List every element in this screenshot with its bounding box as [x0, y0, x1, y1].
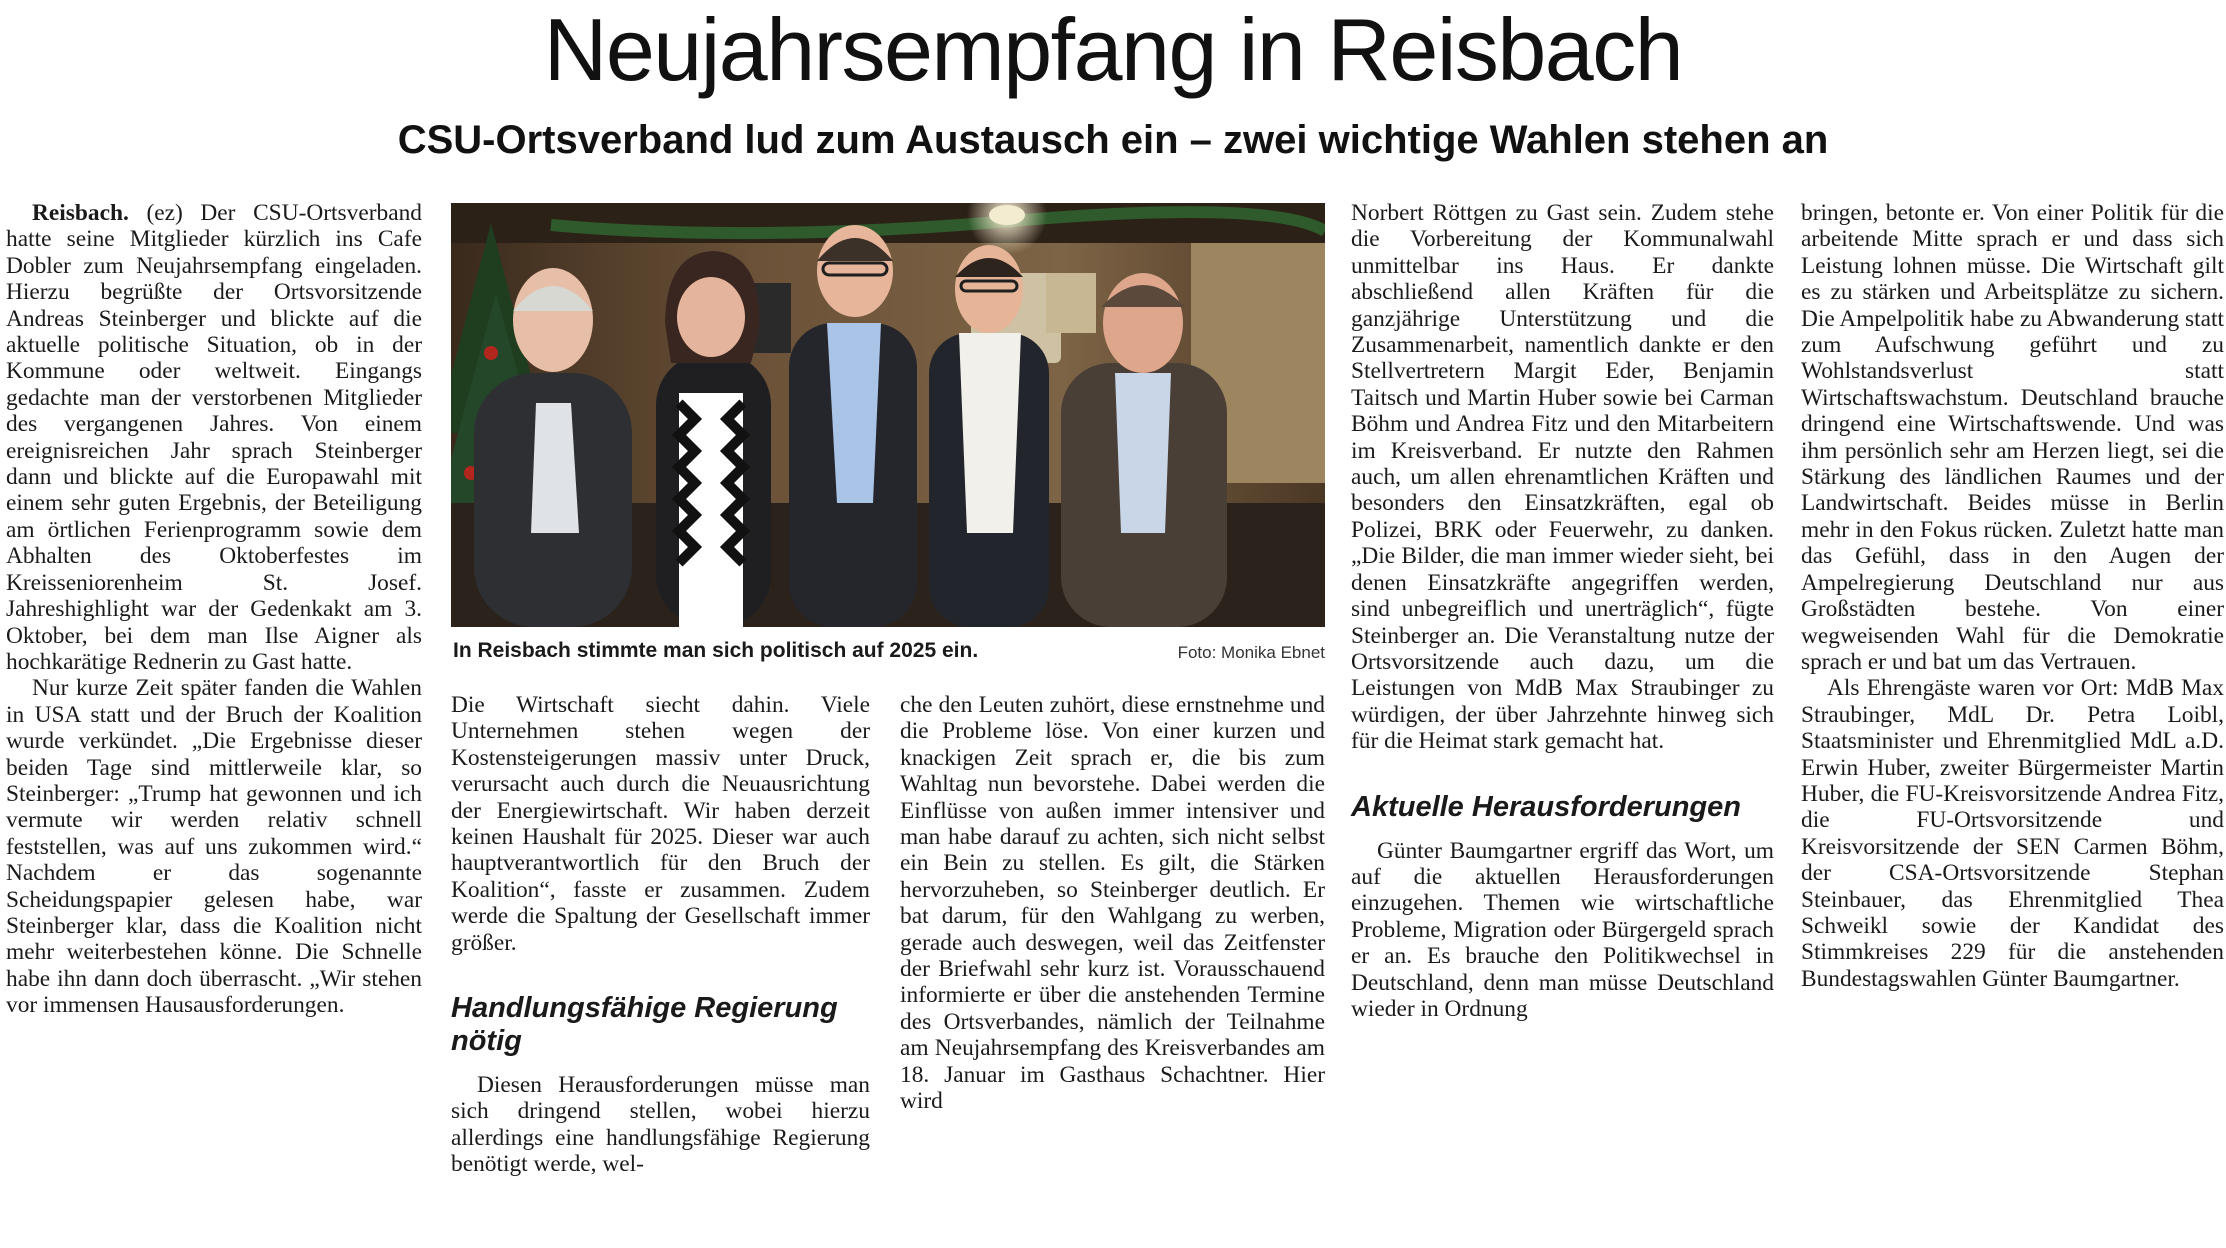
photo-caption: In Reisbach stimmte man sich politisch auf 2025 ein.	[453, 639, 979, 662]
dateline: Reisbach.	[32, 200, 129, 226]
paragraph: Nur kurze Zeit später fanden die Wahlen in USA statt und der Bruch der Koalition wurde verkündet. „Die Ergebnisse dieser beiden Tage sind mittlerweile klar, so Steinberger: „Trump hat gewonnen und ich vermute wir werden relativ schnell feststellen, was auf uns zukommen wird.“ Nachdem er das sogenannte Scheidungspapier gelesen habe, war Steinberger klar, dass die Koalition nicht mehr weiterbestehen könne. Die Schnelle habe ihn dann doch überrascht. „Wir stehen vor immensen Hausausforderungen.	[6, 675, 422, 1019]
subheadline: CSU-Ortsverband lud zum Austausch ein – zwei wichtige Wahlen stehen an	[397, 118, 1829, 162]
paragraph: Als Ehrengäste waren vor Ort: MdB Max Straubinger, MdL Dr. Petra Loibl, Staatsminister und Ehrenmitglied MdL a.D. Erwin Huber, zweiter Bürgermeister Martin Huber, die FU-Kreisvorsitzende Andrea Fitz, die FU-Ortsvorsitzende und Kreisvorsitzende der SEN Carmen Böhm, der CSA-Ortsvorsitzende Stephan Steinbauer, das Ehrenmitglied Thea Schweikl sowie der Kandidat des Stimmkreises 229 für die anstehenden Bundestagswahlen Günter Baumgartner.	[1801, 675, 2224, 992]
paragraph: Diesen Herausforderungen müsse man sich dringend stellen, wobei hierzu allerdings eine handlungsfähige Regierung benötigt werde, wel-	[451, 1072, 870, 1178]
paragraph: Norbert Röttgen zu Gast sein. Zudem stehe die Vorbereitung der Kommunalwahl unmittelbar ins Haus. Er dankte abschließend allen Kräften für die ganzjährige Unterstützung und die Zusammenarbeit, namentlich dankte er den Stellvertretern Margit Eder, Benjamin Taitsch und Martin Huber sowie bei Carman Böhm und Andrea Fitz und den Mitarbeitern im Kreisverband. Er nutzte den Rahmen auch, um allen ehrenamtlichen Kräften und besonders den Einsatzkräften, egal ob Polizei, BRK oder Feuerwehr, zu danken. „Die Bilder, die man immer wieder sieht, bei denen Einsatzkräfte angegriffen werden, sind unbegreiflich und unerträglich“, fügte Steinberger an. Die Veranstaltung nutze der Ortsvorsitzende auch dazu, um die Leistungen von MdB Max Straubinger zu würdigen, der über Jahrzehnte hinweg sich für die Heimat stark gemacht hat.	[1351, 200, 1774, 755]
paragraph	[6, 200, 422, 675]
paragraph: bringen, betonte er. Von einer Politik für die arbeitende Mitte sprach er und dass sich Leistung lohnen müsse. Die Wirtschaft gilt es zu stärken und Arbeitsplätze zu sichern. Die Ampelpolitik habe zu Abwanderung statt zum Aufschwung geführt und zu Wohlstandsverlust statt Wirtschaftswachstum. Deutschland brauche dringend eine Wirtschaftswende. Und was ihm persönlich sehr am Herzen liegt, sei die Stärkung des ländlichen Raumes und der Landwirtschaft. Beides müsse in Berlin mehr in den Fokus rücken. Zuletzt hatte man das Gefühl, dass in den Augen der Ampelregierung Deutschland nur aus Großstädten bestehe. Von einer wegweisenden Wahl für die Demokratie sprach er und bat um das Vertrauen.	[1801, 200, 2224, 675]
article-column-1	[6, 200, 422, 1019]
paragraph: Die Wirtschaft siecht dahin. Viele Unternehmen stehen wegen der Kostensteigerungen massiv unter Druck, verursacht auch durch die Neuausrichtung der Energiewirtschaft. Wir haben derzeit keinen Haushalt für 2025. Dieser war auch hauptverantwortlich für den Bruch der Koalition“, fasste er zusammen. Zudem werde die Spaltung der Gesellschaft immer größer.	[451, 692, 870, 956]
article-column-5	[1801, 200, 2224, 992]
section-heading: Aktuelle Herausforderungen	[1351, 790, 1741, 823]
paragraph-text: (ez) Der CSU-Ortsverband hatte seine Mitglieder kürzlich ins Cafe Dobler zum Neujahrsempfang eingeladen. Hierzu begrüßte der Ortsvorsitzende Andreas Steinberger und blickte auf die aktuelle politische Situation, ob in der Kommune oder weltweit. Eingangs gedachte man der verstorbenen Mitglieder des vergangenen Jahres. Von einem ereignisreichen Jahr sprach Steinberger dann und blickte auf die Europawahl mit einem sehr guten Ergebnis, der Beteiligung am örtlichen Ferienprogramm sowie dem Abhalten des Oktoberfestes im Kreisseniorenheim St. Josef. Jahreshighlight war der Gedenkakt am 3. Oktober, bei dem man Ilse Aigner als hochkarätige Rednerin zu Gast hatte.	[6, 200, 422, 675]
headline: Neujahrsempfang in Reisbach	[543, 0, 1683, 99]
photo-credit: Foto: Monika Ebnet	[1177, 643, 1325, 662]
article-column-3	[900, 692, 1325, 1115]
article-photo	[451, 203, 1325, 627]
paragraph: Günter Baumgartner ergriff das Wort, um auf die aktuellen Herausforderungen einzugehen. Themen wie wirtschaftliche Probleme, Migration oder Bürgergeld sprach er an. Es brauche den Politikwechsel in Deutschland, denn man müsse Deutschland wieder in Ordnung	[1351, 837, 1774, 1022]
group-photo-image	[451, 203, 1325, 627]
photo-caption-bar	[451, 636, 1325, 666]
paragraph: che den Leuten zuhört, diese ernstnehme und die Probleme löse. Von einer kurzen und knackigen Zeit sprach er, die bis zum Wahltag nun bevorstehe. Dabei werden die Einflüsse von außen immer intensiver und man habe darauf zu achten, sich nicht selbst ein Bein zu stellen. Es gilt, die Stärken hervorzuheben, so Steinberger deutlich. Er bat darum, für den Wahlgang zu werben, gerade auch deswegen, weil das Zeitfenster der Briefwahl sehr kurz ist. Vorausschauend informierte er über die anstehenden Termine des Ortsverbandes, nämlich der Teilnahme am Neujahrsempfang des Kreisverbandes am 18. Januar im Gasthaus Schachtner. Hier wird	[900, 692, 1325, 1115]
article-column-2	[451, 692, 870, 1178]
article-column-4	[1351, 200, 1774, 1022]
section-heading: Handlungsfähige Regierung nötig	[451, 992, 838, 1058]
